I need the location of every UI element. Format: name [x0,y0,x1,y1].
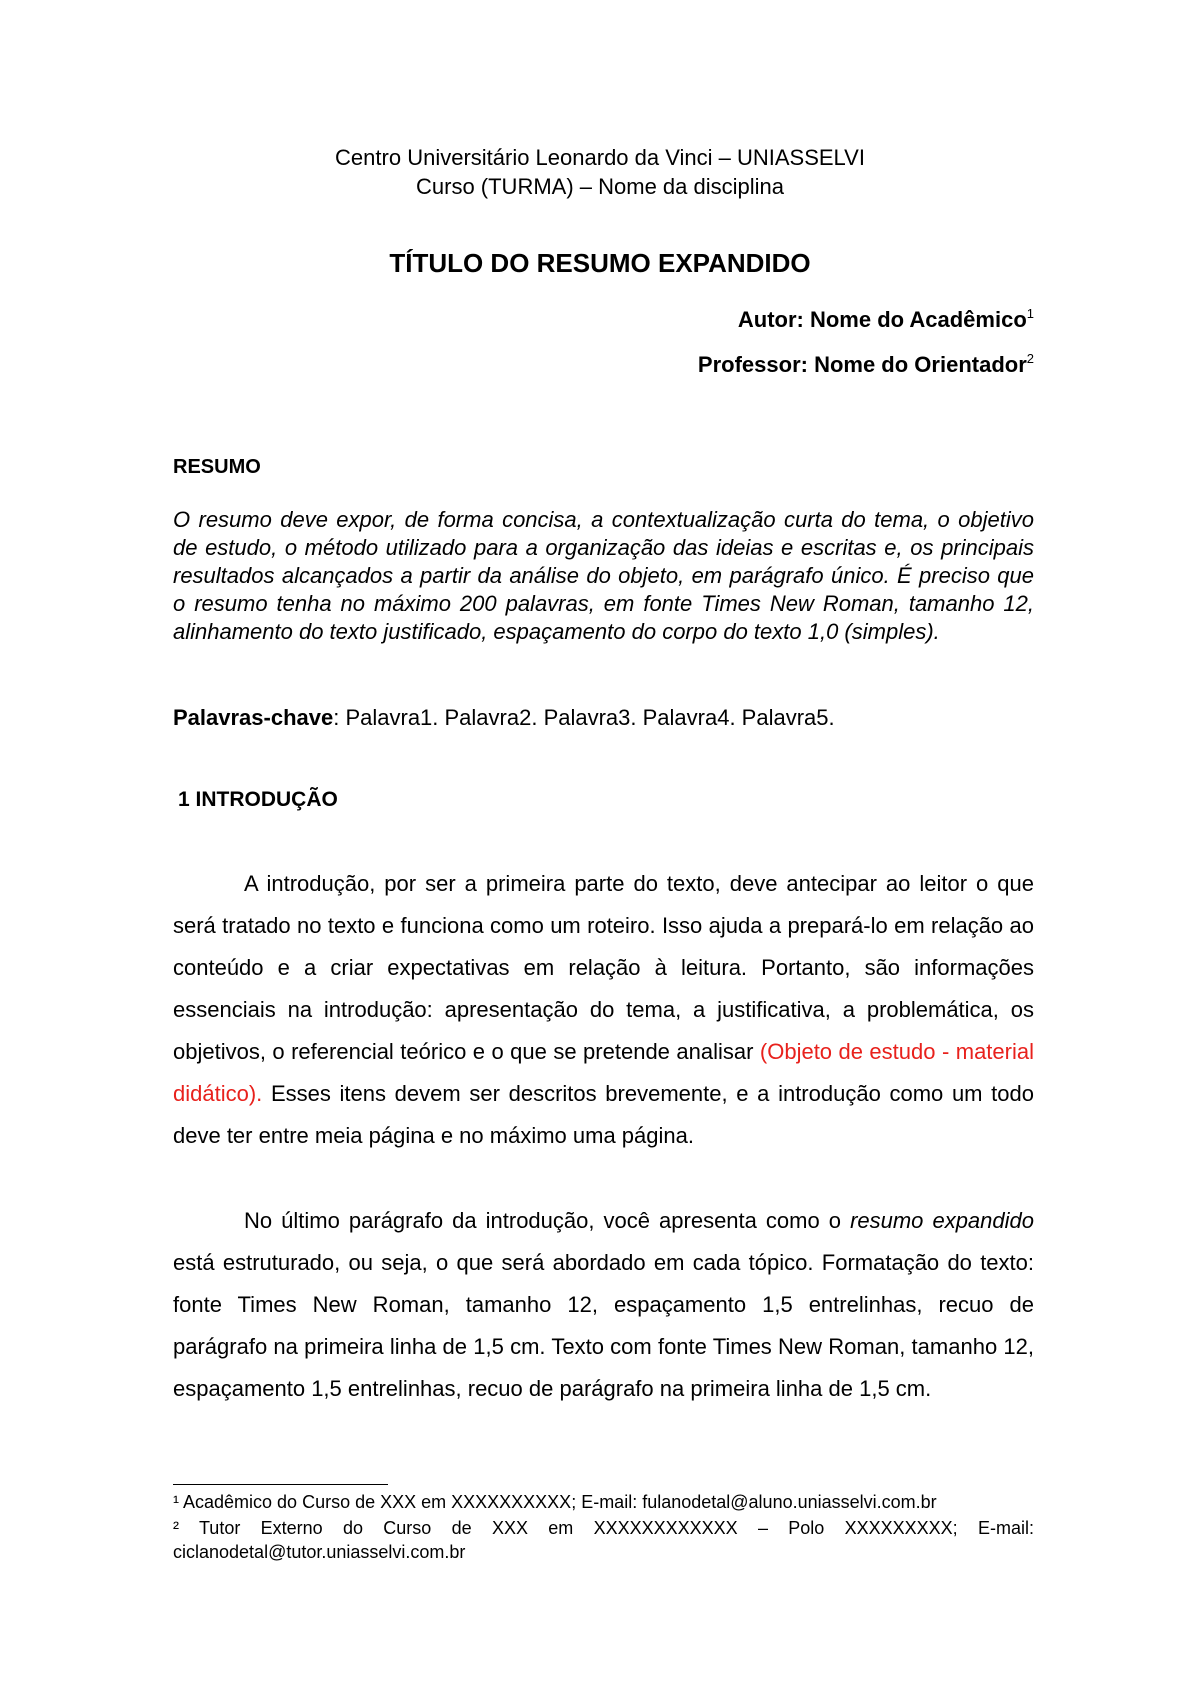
course-line: Curso (TURMA) – Nome da disciplina [416,174,784,199]
intro-p2-text-b: está estruturado, ou seja, o que será abordado em cada tópico. Formatação do texto: fonte Times New Roman, tamanho 12, espaçamento 1,5 entrelinhas, recuo de parágrafo na primeira linha de 1,5 cm. Texto com fonte Times New Roman, tamanho 12, espaçamento 1,5 entrelinhas, recuo de parágrafo na primeira linha de 1,5 cm. [173,1250,1034,1401]
intro-p1-text-a: A introdução, por ser a primeira parte do texto, deve antecipar ao leitor o que será tratado no texto e funciona como um roteiro. Isso ajuda a prepará-lo em relação ao conteúdo e a criar expectativas em relação à leitura. Portanto, são informações essenciais na introdução: apresentação do tema, a justificativa, a problemática, os objetivos, o referencial teórico e o que se pretende analisar [173,871,1034,1064]
keywords-line [173,703,1034,733]
author-footnote-marker: 1 [1026,306,1034,321]
keywords-label: Palavras-chave [173,705,334,730]
author-line [738,305,1034,335]
keywords-list: : Palavra1. Palavra2. Palavra3. Palavra4. Palavra5. [333,705,835,730]
footnote-2: ² Tutor Externo do Curso de XXX em XXXXXXXXXXXX – Polo XXXXXXXXX; E-mail: ciclanodetal@tutor.uniasselvi.com.br [173,1518,1034,1562]
institution-line: Centro Universitário Leonardo da Vinci – UNIASSELVI [335,145,865,170]
professor-name: Professor: Nome do Orientador [697,352,1027,377]
document-title: TÍTULO DO RESUMO EXPANDIDO [389,248,811,278]
introduction-heading: 1 INTRODUÇÃO [178,788,338,811]
author-name: Autor: Nome do Acadêmico [737,307,1027,332]
professor-line [698,350,1034,380]
intro-p2-italic: resumo expandido [850,1208,1034,1233]
introduction-paragraph-1 [173,863,1034,1157]
abstract-text: O resumo deve expor, de forma concisa, a contextualização curta do tema, o objetivo de estudo, o método utilizado para a organização das ideias e escritas e, os principais resultados alcançados a partir da análise do objeto, em parágrafo único. É preciso que o resumo tenha no máximo 200 palavras, em fonte Times New Roman, tamanho 12, alinhamento do texto justificado, espaçamento do corpo do texto 1,0 (simples). [173,507,1034,644]
abstract-heading: RESUMO [173,456,261,478]
introduction-paragraph-2 [173,1200,1034,1410]
intro-p1-text-b: Esses itens devem ser descritos brevemente, e a introdução como um todo deve ter entre meia página e no máximo uma página. [173,1081,1034,1148]
intro-p2-text-a: No último parágrafo da introdução, você apresenta como o [244,1208,851,1233]
intro-p1-highlight: (Objeto de estudo - material didático). [173,1039,1034,1106]
professor-footnote-marker: 2 [1026,351,1034,366]
footnote-separator [173,1484,388,1485]
footnote-1: ¹ Acadêmico do Curso de XXX em XXXXXXXXXX; E-mail: fulanodetal@aluno.uniasselvi.com.br [173,1492,937,1512]
